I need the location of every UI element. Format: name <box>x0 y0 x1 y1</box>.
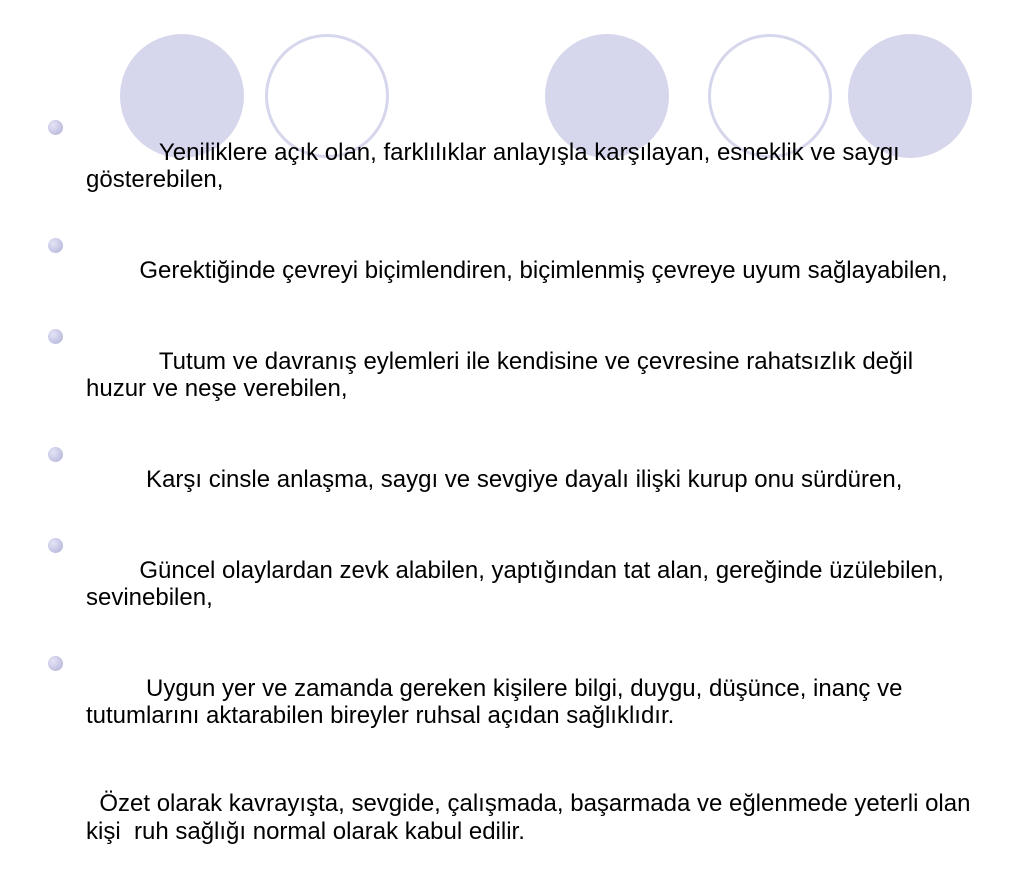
bullet-text: Yeniliklere açık olan, farklılıklar anlayışla karşılayan, esneklik ve saygı gösterebilen, <box>86 139 907 193</box>
bullet-text: Tutum ve davranış eylemleri ile kendisine ve çevresine rahatsızlık değil huzur ve neşe verebilen, <box>86 348 920 402</box>
bullet-dot-icon <box>48 656 63 671</box>
bullet-item <box>48 321 978 429</box>
bullet-text: Karşı cinsle anlaşma, saygı ve sevgiye dayalı ilişki kurup onu sürdüren, <box>139 466 903 493</box>
bullet-item <box>48 439 978 520</box>
bullet-dot-icon <box>48 538 63 553</box>
summary-paragraph: Özet olarak kavrayışta, sevgide, çalışmada, başarmada ve eğlenmede yeterli olan kişi ruh sağlığı normal olarak kabul edilir. <box>86 790 978 845</box>
bullet-dot-icon <box>48 447 63 462</box>
bullet-dot-icon <box>48 120 63 135</box>
bullet-item <box>48 112 978 220</box>
bullet-item <box>48 230 978 311</box>
bullet-item <box>48 648 978 756</box>
bullet-text: Güncel olaylardan zevk alabilen, yaptığından tat alan, gereğinde üzülebilen, sevinebilen, <box>86 557 951 611</box>
bullet-item <box>48 530 978 638</box>
bullet-dot-icon <box>48 238 63 253</box>
bullet-text: Gerektiğinde çevreyi biçimlendiren, biçimlenmiş çevreye uyum sağlayabilen, <box>139 257 948 284</box>
bullet-text: Uygun yer ve zamanda gereken kişilere bilgi, duygu, düşünce, inanç ve tutumlarını aktarabilen bireyler ruhsal açıdan sağlıklıdır. <box>86 675 910 729</box>
bullet-dot-icon <box>48 329 63 344</box>
bullet-list <box>48 112 978 756</box>
slide-body <box>48 112 978 870</box>
